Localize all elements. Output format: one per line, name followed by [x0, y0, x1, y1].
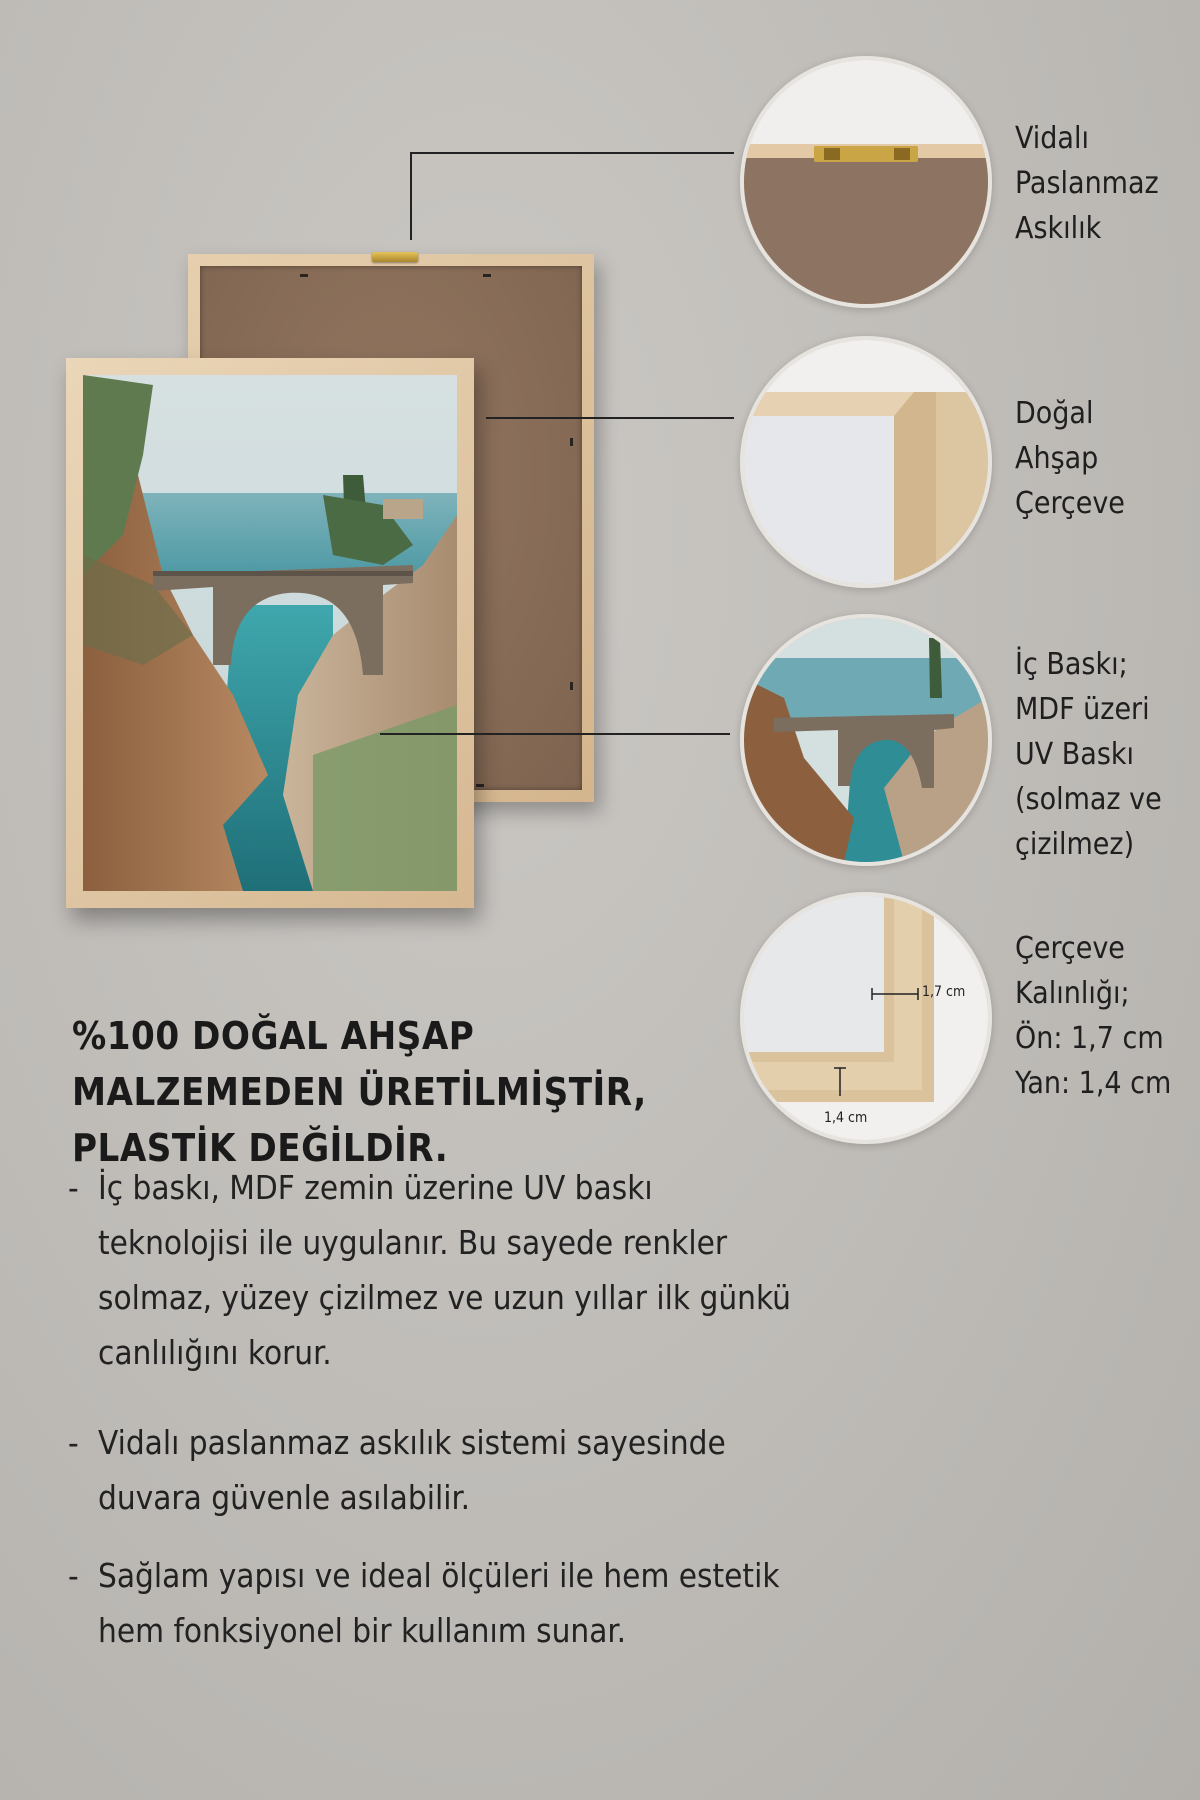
front-thickness-measure: 1,7 cm [922, 984, 966, 1000]
bullet-text: Sağlam yapısı ve ideal ölçüleri ile hem estetik hem fonksiyonel bir kullanım sunar. [98, 1556, 780, 1650]
print-closeup-circle [740, 614, 992, 866]
frame-clip [300, 274, 308, 277]
frame-clip [570, 438, 573, 446]
callout-label-hanger: Vidalı Paslanmaz Askılık [1015, 121, 1159, 246]
bullet-dash: - [68, 1423, 79, 1462]
side-thickness-measure: 1,4 cm [824, 1110, 868, 1126]
artwork-bridge-image [83, 375, 457, 891]
frame-clip [476, 784, 484, 787]
headline: %100 DOĞAL AHŞAP MALZEMEDEN ÜRETİLMİŞTİR, PLASTİK DEĞİLDİR. [72, 1014, 647, 1170]
callout-label-thickness: Çerçeve Kalınlığı; Ön: 1,7 cm Yan: 1,4 cm [1015, 931, 1172, 1101]
connector-line [380, 733, 730, 735]
hanger-icon [372, 252, 418, 262]
callout-label-wood-frame: Doğal Ahşap Çerçeve [1015, 396, 1125, 521]
hanger-closeup-circle [740, 56, 992, 308]
connector-line [410, 152, 734, 154]
connector-line [410, 152, 412, 240]
connector-line [486, 417, 734, 419]
bullet-text: İç baskı, MDF zemin üzerine UV baskı teknolojisi ile uygulanır. Bu sayede renkler solmaz, yüzey çizilmez ve uzun yıllar ilk günkü canlılığını korur. [98, 1168, 791, 1372]
frame-thickness-circle [740, 892, 992, 1144]
bullet-dash: - [68, 1168, 79, 1207]
callout-label-print: İç Baskı; MDF üzeri UV Baskı (solmaz ve çizilmez) [1015, 647, 1162, 862]
bullet-dash: - [68, 1556, 79, 1595]
frame-clip [483, 274, 491, 277]
bullet-text: Vidalı paslanmaz askılık sistemi sayesinde duvara güvenle asılabilir. [98, 1423, 726, 1517]
front-frame [66, 358, 474, 908]
wood-frame-closeup-circle [740, 336, 992, 588]
frame-clip [570, 682, 573, 690]
